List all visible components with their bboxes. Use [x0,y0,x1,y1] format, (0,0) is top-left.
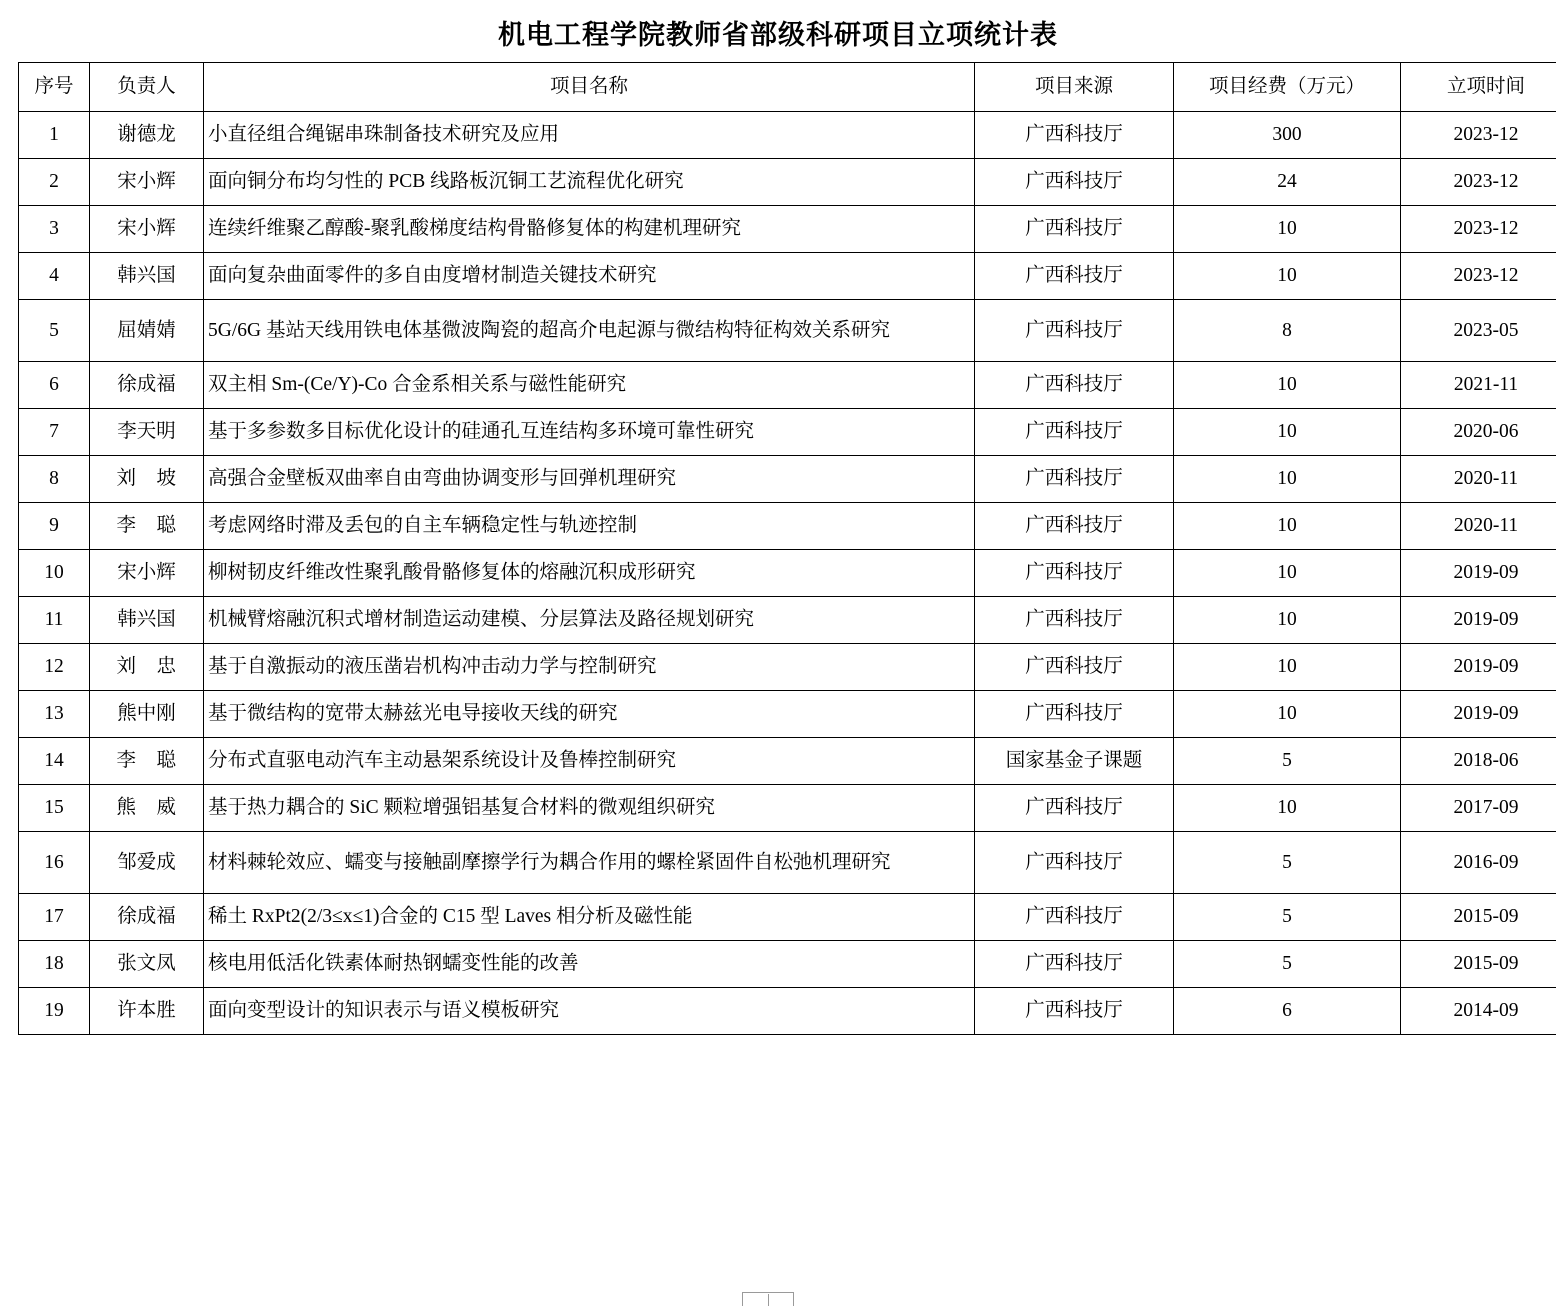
cell-source: 广西科技厅 [975,456,1174,503]
cell-date: 2021-11 [1401,362,1556,409]
table-row [19,691,1556,738]
cell-source: 广西科技厅 [975,894,1174,941]
cell-leader: 张文凤 [90,941,204,988]
cell-funding: 10 [1174,253,1401,300]
cell-funding: 5 [1174,832,1401,894]
cell-leader: 李天明 [90,409,204,456]
cell-leader: 徐成福 [90,362,204,409]
cell-leader: 邹爱成 [90,832,204,894]
cell-date: 2023-12 [1401,112,1556,159]
cell-funding: 6 [1174,988,1401,1035]
table-row [19,988,1556,1035]
table-row [19,597,1556,644]
cell-date: 2014-09 [1401,988,1556,1035]
cell-project-name: 机械臂熔融沉积式增材制造运动建模、分层算法及路径规划研究 [204,597,975,644]
cell-index: 1 [19,112,90,159]
column-header-project-name: 项目名称 [204,63,975,112]
cell-index: 11 [19,597,90,644]
cell-date: 2015-09 [1401,941,1556,988]
cell-date: 2019-09 [1401,644,1556,691]
cell-project-name: 面向复杂曲面零件的多自由度增材制造关键技术研究 [204,253,975,300]
table-row [19,409,1556,456]
cell-date: 2019-09 [1401,597,1556,644]
cell-leader: 屈婧婧 [90,300,204,362]
column-header-leader: 负责人 [90,63,204,112]
cell-project-name: 小直径组合绳锯串珠制备技术研究及应用 [204,112,975,159]
cell-index: 4 [19,253,90,300]
cell-leader: 宋小辉 [90,550,204,597]
cell-project-name: 双主相 Sm-(Ce/Y)-Co 合金系相关系与磁性能研究 [204,362,975,409]
table-row [19,112,1556,159]
cell-index: 6 [19,362,90,409]
cell-index: 17 [19,894,90,941]
cell-source: 广西科技厅 [975,300,1174,362]
cell-leader: 谢德龙 [90,112,204,159]
cell-index: 15 [19,785,90,832]
page-title: 机电工程学院教师省部级科研项目立项统计表 [498,20,1058,50]
cell-index: 7 [19,409,90,456]
cell-source: 广西科技厅 [975,206,1174,253]
cell-date: 2018-06 [1401,738,1556,785]
cell-funding: 10 [1174,785,1401,832]
cell-leader: 韩兴国 [90,597,204,644]
cell-index: 13 [19,691,90,738]
cell-source: 广西科技厅 [975,691,1174,738]
table-row [19,503,1556,550]
cell-project-name: 材料棘轮效应、蠕变与接触副摩擦学行为耦合作用的螺栓紧固件自松弛机理研究 [204,832,975,894]
table-row [19,785,1556,832]
cell-project-name: 基于微结构的宽带太赫兹光电导接收天线的研究 [204,691,975,738]
cell-date: 2020-11 [1401,456,1556,503]
table-row [19,894,1556,941]
cell-project-name: 核电用低活化铁素体耐热钢蠕变性能的改善 [204,941,975,988]
cell-project-name: 柳树韧皮纤维改性聚乳酸骨骼修复体的熔融沉积成形研究 [204,550,975,597]
cell-project-name: 基于自激振动的液压凿岩机构冲击动力学与控制研究 [204,644,975,691]
cell-project-name: 面向铜分布均匀性的 PCB 线路板沉铜工艺流程优化研究 [204,159,975,206]
cell-funding: 5 [1174,941,1401,988]
cell-source: 广西科技厅 [975,550,1174,597]
column-header-source: 项目来源 [975,63,1174,112]
cell-date: 2023-12 [1401,253,1556,300]
table-row [19,941,1556,988]
cell-funding: 10 [1174,362,1401,409]
cell-project-name: 连续纤维聚乙醇酸-聚乳酸梯度结构骨骼修复体的构建机理研究 [204,206,975,253]
column-header-index: 序号 [19,63,90,112]
column-header-funding: 项目经费（万元） [1174,63,1401,112]
cell-funding: 10 [1174,206,1401,253]
cell-leader: 李 聪 [90,738,204,785]
cell-leader: 韩兴国 [90,253,204,300]
table-row [19,456,1556,503]
cell-source: 广西科技厅 [975,159,1174,206]
cell-project-name: 基于多参数多目标优化设计的硅通孔互连结构多环境可靠性研究 [204,409,975,456]
cell-source: 广西科技厅 [975,832,1174,894]
table-header [19,63,1556,112]
cell-leader: 熊 威 [90,785,204,832]
cell-project-name: 基于热力耦合的 SiC 颗粒增强铝基复合材料的微观组织研究 [204,785,975,832]
cell-index: 12 [19,644,90,691]
table-row [19,738,1556,785]
cell-funding: 10 [1174,597,1401,644]
cell-source: 广西科技厅 [975,941,1174,988]
cell-source: 广西科技厅 [975,503,1174,550]
cell-source: 广西科技厅 [975,253,1174,300]
cell-source: 广西科技厅 [975,409,1174,456]
cell-index: 5 [19,300,90,362]
cell-project-name: 面向变型设计的知识表示与语义模板研究 [204,988,975,1035]
cell-funding: 5 [1174,894,1401,941]
cell-funding: 10 [1174,409,1401,456]
cell-funding: 8 [1174,300,1401,362]
cell-index: 8 [19,456,90,503]
research-projects-table [18,62,1556,1035]
column-header-date: 立项时间 [1401,63,1556,112]
cell-source: 广西科技厅 [975,644,1174,691]
cell-funding: 10 [1174,456,1401,503]
cell-funding: 10 [1174,550,1401,597]
table-row [19,206,1556,253]
table-row [19,362,1556,409]
cell-funding: 10 [1174,503,1401,550]
cell-date: 2017-09 [1401,785,1556,832]
cell-funding: 10 [1174,644,1401,691]
cell-leader: 刘 忠 [90,644,204,691]
table-row [19,644,1556,691]
cell-index: 9 [19,503,90,550]
cell-index: 2 [19,159,90,206]
cell-project-name: 考虑网络时滞及丢包的自主车辆稳定性与轨迹控制 [204,503,975,550]
cell-date: 2023-12 [1401,159,1556,206]
table-row [19,253,1556,300]
cell-index: 14 [19,738,90,785]
cell-source: 广西科技厅 [975,112,1174,159]
cell-date: 2015-09 [1401,894,1556,941]
table-body [19,112,1556,1035]
cell-source: 国家基金子课题 [975,738,1174,785]
cell-funding: 10 [1174,691,1401,738]
cell-date: 2020-06 [1401,409,1556,456]
cell-index: 10 [19,550,90,597]
cell-project-name: 稀土 RxPt2(2/3≤x≤1)合金的 C15 型 Laves 相分析及磁性能 [204,894,975,941]
cell-date: 2023-12 [1401,206,1556,253]
cell-project-name: 高强合金壁板双曲率自由弯曲协调变形与回弹机理研究 [204,456,975,503]
cell-source: 广西科技厅 [975,597,1174,644]
cell-date: 2016-09 [1401,832,1556,894]
cell-leader: 徐成福 [90,894,204,941]
cell-index: 3 [19,206,90,253]
cell-funding: 24 [1174,159,1401,206]
cell-date: 2023-05 [1401,300,1556,362]
cell-source: 广西科技厅 [975,988,1174,1035]
cell-date: 2019-09 [1401,691,1556,738]
table-row [19,159,1556,206]
cell-project-name: 分布式直驱电动汽车主动悬架系统设计及鲁棒控制研究 [204,738,975,785]
cell-leader: 李 聪 [90,503,204,550]
table-row [19,832,1556,894]
table-header-row [19,63,1556,112]
bottom-bar [0,1292,1556,1306]
cell-funding: 5 [1174,738,1401,785]
cell-leader: 刘 坡 [90,456,204,503]
cell-index: 16 [19,832,90,894]
cell-leader: 熊中刚 [90,691,204,738]
cell-leader: 许本胜 [90,988,204,1035]
cell-project-name: 5G/6G 基站天线用铁电体基微波陶瓷的超高介电起源与微结构特征构效关系研究 [204,300,975,362]
cell-source: 广西科技厅 [975,785,1174,832]
table-row [19,550,1556,597]
page-break-marker [742,1292,794,1306]
cell-index: 18 [19,941,90,988]
cell-index: 19 [19,988,90,1035]
cell-leader: 宋小辉 [90,159,204,206]
cell-leader: 宋小辉 [90,206,204,253]
cell-source: 广西科技厅 [975,362,1174,409]
table-row [19,300,1556,362]
cell-date: 2020-11 [1401,503,1556,550]
cell-date: 2019-09 [1401,550,1556,597]
cell-funding: 300 [1174,112,1401,159]
